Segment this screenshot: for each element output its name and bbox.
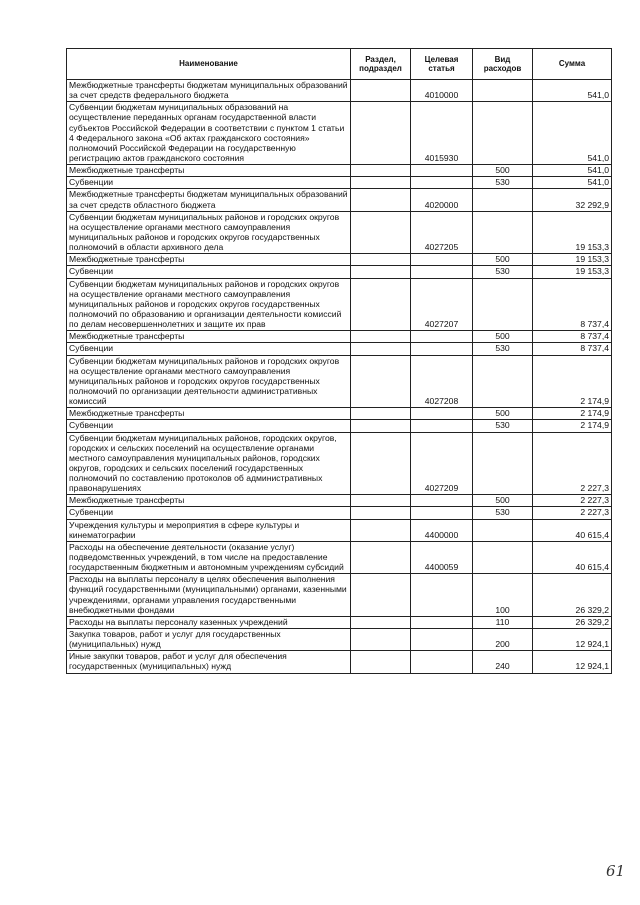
row-target-cell (411, 495, 473, 507)
row-section-cell (351, 189, 411, 211)
row-type-cell (473, 80, 533, 102)
row-section-cell (351, 165, 411, 177)
row-target-cell (411, 507, 473, 519)
table-row (67, 278, 612, 331)
row-section-cell (351, 574, 411, 617)
row-target-cell: 4400059 (411, 541, 473, 573)
table-row (67, 616, 612, 628)
table-row (67, 343, 612, 355)
row-name-cell: Расходы на обеспечение деятельности (оказание услуг) подведомственных учреждений, в том числе на предоставление государственным бюджетным и автономным учреждениям субсидий (67, 541, 351, 573)
row-section-cell (351, 266, 411, 278)
row-type-cell: 500 (473, 165, 533, 177)
row-section-cell (351, 80, 411, 102)
row-section-cell (351, 408, 411, 420)
row-section-cell (351, 211, 411, 254)
table-row (67, 102, 612, 165)
row-type-cell: 110 (473, 616, 533, 628)
row-sum-cell: 541,0 (533, 80, 612, 102)
table-row (67, 355, 612, 408)
row-section-cell (351, 519, 411, 541)
row-type-cell: 500 (473, 254, 533, 266)
row-type-cell (473, 541, 533, 573)
row-sum-cell: 541,0 (533, 102, 612, 165)
row-type-cell: 500 (473, 495, 533, 507)
header-section: Раздел, подраздел (351, 49, 411, 80)
row-type-cell: 240 (473, 651, 533, 673)
table-row (67, 541, 612, 573)
table-row (67, 420, 612, 432)
row-name-cell: Иные закупки товаров, работ и услуг для обеспечения государственных (муниципальных) нужд (67, 651, 351, 673)
row-sum-cell: 40 615,4 (533, 519, 612, 541)
table-row (67, 495, 612, 507)
row-name-cell: Субвенции (67, 177, 351, 189)
row-section-cell (351, 278, 411, 331)
row-target-cell (411, 343, 473, 355)
table-row (67, 331, 612, 343)
row-type-cell: 530 (473, 507, 533, 519)
table-body (67, 80, 612, 674)
row-name-cell: Закупка товаров, работ и услуг для государственных (муниципальных) нужд (67, 629, 351, 651)
row-name-cell: Субвенции бюджетам муниципальных образований на осуществление переданных органам государственной власти субъектов Российской Федерации в соответствии с пунктом 1 статьи 4 Федерального закона «Об актах гражданского состояния» полномочий Российской Федерации на государственную регистрацию актов гражданского состояния (67, 102, 351, 165)
row-sum-cell: 12 924,1 (533, 629, 612, 651)
row-sum-cell: 8 737,4 (533, 331, 612, 343)
row-name-cell: Межбюджетные трансферты (67, 495, 351, 507)
header-sum: Сумма (533, 49, 612, 80)
row-sum-cell: 12 924,1 (533, 651, 612, 673)
row-sum-cell: 26 329,2 (533, 574, 612, 617)
row-sum-cell: 2 227,3 (533, 507, 612, 519)
row-type-cell: 100 (473, 574, 533, 617)
row-sum-cell: 2 227,3 (533, 495, 612, 507)
table-header-row (67, 49, 612, 80)
row-target-cell (411, 266, 473, 278)
row-name-cell: Субвенции бюджетам муниципальных районов, городских округов, городских и сельских поселений на осуществление органами местного самоуправления муниципальных районов, городских округов, городских и сельских поселений государственных полномочий по составлению протоколов об административных правонарушениях (67, 432, 351, 495)
table-row (67, 519, 612, 541)
row-target-cell: 4010000 (411, 80, 473, 102)
table-row (67, 408, 612, 420)
row-target-cell: 4027209 (411, 432, 473, 495)
row-name-cell: Межбюджетные трансферты (67, 408, 351, 420)
row-name-cell: Межбюджетные трансферты (67, 165, 351, 177)
header-expense-type: Вид расходов (473, 49, 533, 80)
row-type-cell: 500 (473, 408, 533, 420)
row-sum-cell: 40 615,4 (533, 541, 612, 573)
row-type-cell (473, 278, 533, 331)
row-section-cell (351, 254, 411, 266)
row-type-cell: 200 (473, 629, 533, 651)
table-row (67, 266, 612, 278)
row-target-cell: 4015930 (411, 102, 473, 165)
row-target-cell (411, 177, 473, 189)
row-name-cell: Расходы на выплаты персоналу в целях обеспечения выполнения функций государственными (муниципальными) органами, казенными учреждениями, органами управления государственными внебюджетными фондами (67, 574, 351, 617)
row-type-cell (473, 102, 533, 165)
row-name-cell: Субвенции бюджетам муниципальных районов и городских округов на осуществление органами местного самоуправления муниципальных районов и городских округов государственных полномочий по образованию и организации деятельности комиссий по делам несовершеннолетних и защите их прав (67, 278, 351, 331)
row-target-cell (411, 254, 473, 266)
row-target-cell (411, 165, 473, 177)
row-sum-cell: 2 227,3 (533, 432, 612, 495)
row-name-cell: Субвенции бюджетам муниципальных районов и городских округов на осуществление органами местного самоуправления муниципальных районов и городских округов государственных полномочий в области архивного дела (67, 211, 351, 254)
row-target-cell: 4027208 (411, 355, 473, 408)
table-row (67, 80, 612, 102)
row-target-cell (411, 574, 473, 617)
row-section-cell (351, 343, 411, 355)
row-sum-cell: 2 174,9 (533, 420, 612, 432)
row-target-cell: 4400000 (411, 519, 473, 541)
table-row (67, 254, 612, 266)
row-target-cell (411, 616, 473, 628)
row-section-cell (351, 355, 411, 408)
row-target-cell: 4027207 (411, 278, 473, 331)
row-target-cell: 4027205 (411, 211, 473, 254)
row-section-cell (351, 541, 411, 573)
row-section-cell (351, 102, 411, 165)
row-type-cell (473, 432, 533, 495)
row-name-cell: Межбюджетные трансферты (67, 331, 351, 343)
row-type-cell: 530 (473, 266, 533, 278)
row-name-cell: Субвенции бюджетам муниципальных районов и городских округов на осуществление органами местного самоуправления муниципальных районов и городских округов государственных полномочий по организации деятельности административных комиссий (67, 355, 351, 408)
row-section-cell (351, 651, 411, 673)
row-target-cell (411, 408, 473, 420)
row-name-cell: Субвенции (67, 343, 351, 355)
row-section-cell (351, 495, 411, 507)
budget-table (66, 48, 612, 674)
row-section-cell (351, 177, 411, 189)
row-name-cell: Субвенции (67, 420, 351, 432)
row-sum-cell: 19 153,3 (533, 254, 612, 266)
table-row (67, 211, 612, 254)
row-sum-cell: 19 153,3 (533, 211, 612, 254)
row-section-cell (351, 616, 411, 628)
row-section-cell (351, 629, 411, 651)
row-section-cell (351, 507, 411, 519)
row-type-cell (473, 355, 533, 408)
table-row (67, 507, 612, 519)
table-row (67, 651, 612, 673)
header-name: Наименование (67, 49, 351, 80)
row-name-cell: Субвенции (67, 507, 351, 519)
row-name-cell: Учреждения культуры и мероприятия в сфере культуры и кинематографии (67, 519, 351, 541)
row-type-cell (473, 211, 533, 254)
table-row (67, 177, 612, 189)
row-name-cell: Межбюджетные трансферты бюджетам муниципальных образований за счет средств федерального бюджета (67, 80, 351, 102)
page-number: 61 (606, 862, 626, 880)
row-name-cell: Расходы на выплаты персоналу казенных учреждений (67, 616, 351, 628)
row-type-cell: 530 (473, 177, 533, 189)
table-row (67, 574, 612, 617)
row-sum-cell: 8 737,4 (533, 343, 612, 355)
row-target-cell (411, 331, 473, 343)
row-type-cell: 530 (473, 343, 533, 355)
row-sum-cell: 32 292,9 (533, 189, 612, 211)
row-sum-cell: 2 174,9 (533, 355, 612, 408)
table-row (67, 432, 612, 495)
header-target-article: Целевая статья (411, 49, 473, 80)
table-row (67, 189, 612, 211)
row-name-cell: Межбюджетные трансферты (67, 254, 351, 266)
row-name-cell: Субвенции (67, 266, 351, 278)
row-section-cell (351, 420, 411, 432)
row-type-cell: 530 (473, 420, 533, 432)
row-type-cell (473, 189, 533, 211)
table-row (67, 165, 612, 177)
row-sum-cell: 2 174,9 (533, 408, 612, 420)
row-name-cell: Межбюджетные трансферты бюджетам муниципальных образований за счет средств областного бюджета (67, 189, 351, 211)
row-type-cell (473, 519, 533, 541)
row-target-cell (411, 651, 473, 673)
row-sum-cell: 26 329,2 (533, 616, 612, 628)
row-target-cell: 4020000 (411, 189, 473, 211)
row-sum-cell: 541,0 (533, 177, 612, 189)
row-type-cell: 500 (473, 331, 533, 343)
row-section-cell (351, 331, 411, 343)
row-sum-cell: 8 737,4 (533, 278, 612, 331)
row-target-cell (411, 629, 473, 651)
row-section-cell (351, 432, 411, 495)
row-sum-cell: 541,0 (533, 165, 612, 177)
row-sum-cell: 19 153,3 (533, 266, 612, 278)
table-row (67, 629, 612, 651)
row-target-cell (411, 420, 473, 432)
